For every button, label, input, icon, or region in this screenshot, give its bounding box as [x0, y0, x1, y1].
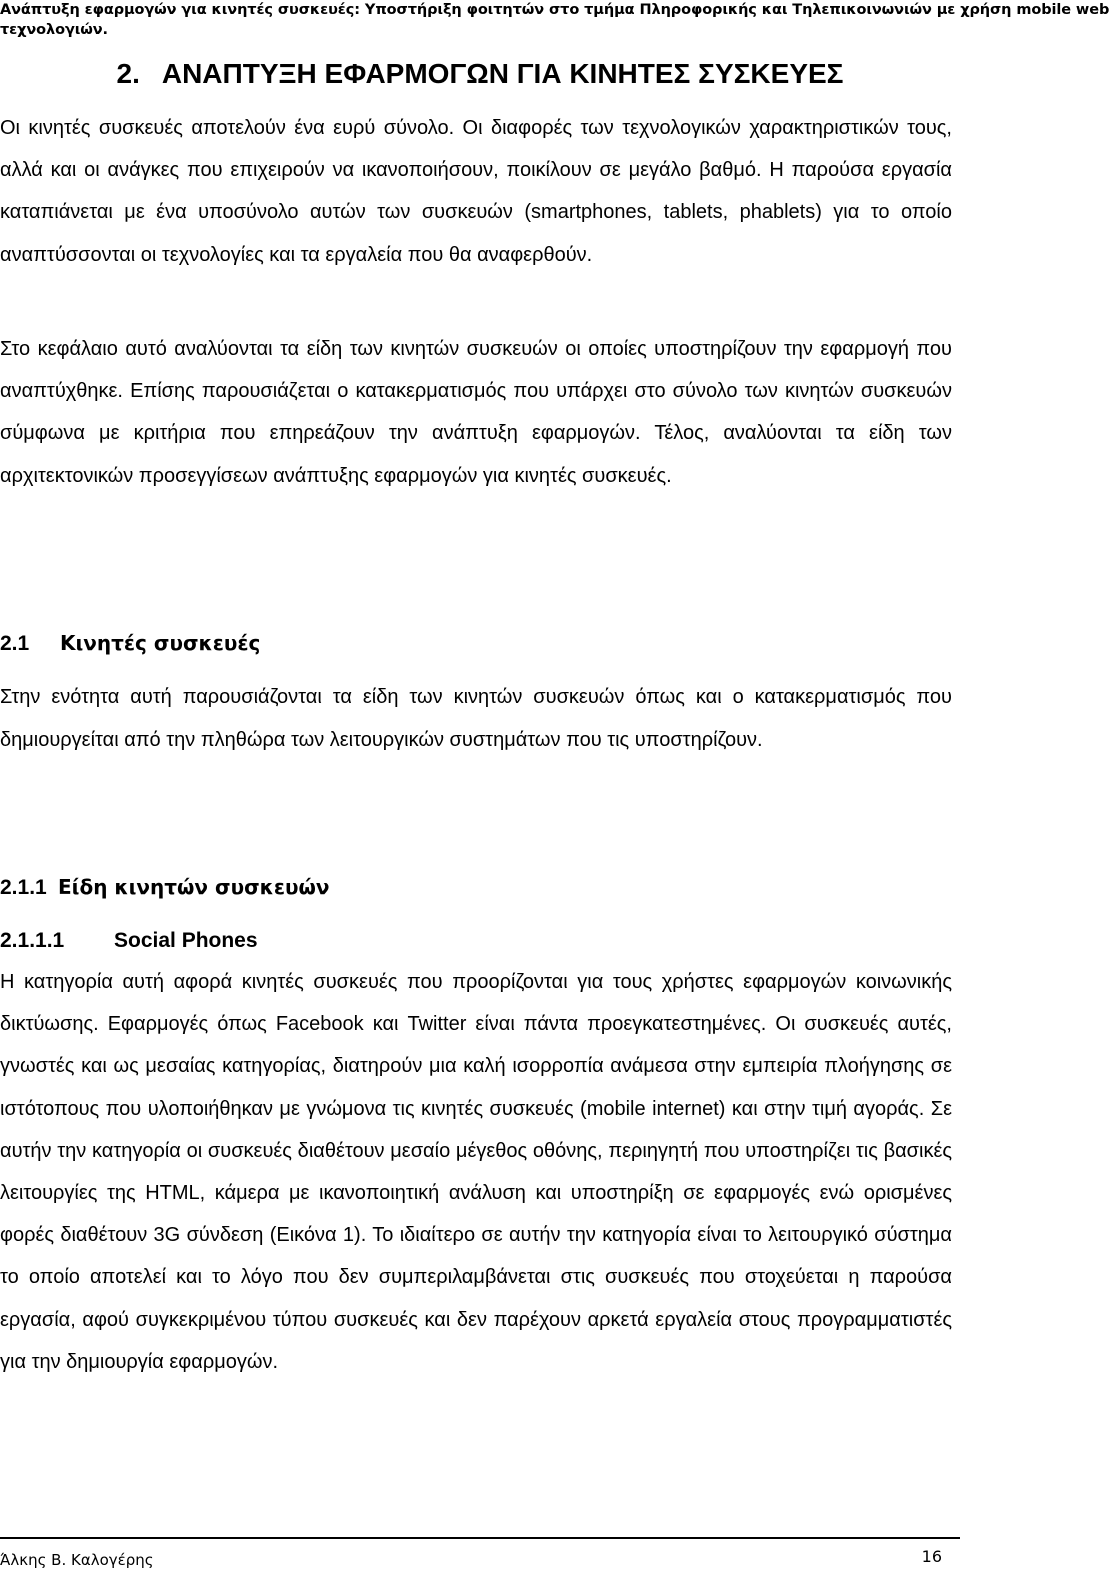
page-footer [0, 1537, 960, 1569]
section-heading-2-1-1 [0, 872, 330, 903]
social-phones-paragraph: Η κατηγορία αυτή αφορά κινητές συσκευές που προορίζονται για τους χρήστες εφαρμογών κοινωνικής δικτύωσης. Εφαρμογές όπως Facebook και Twitter είναι πάντα προεγκατεστημένες. Οι συσκευές αυτές, γνωστές και ως μεσαίας κατηγορίας, διατηρούν μια καλή ισορροπία ανάμεσα στην εμπειρία πλοήγησης σε ιστότοπους που υλοποιήθηκαν με γνώμονα τις κινητές συσκευές (mobile internet) και στην τιμή αγοράς. Σε αυτήν την κατηγορία οι συσκευές διαθέτουν μεσαίο μέγεθος οθόνης, περιηγητή που υποστηρίζει τις βασικές λειτουργίες της HTML, κάμερα με ικανοποιητική ανάλυση και υποστηρίξη σε εφαρμογές ενώ ορισμένες φορές διαθέτουν 3G σύνδεση (Εικόνα 1). Το ιδιαίτερο σε αυτήν την κατηγορία είναι το λειτουργικό σύστημα το οποίο αποτελεί και το λόγο που δεν συμπεριλαμβάνεται στις συσκευές που στοχεύεται η παρούσα εργασία, αφού συγκεκριμένου τύπου συσκευές και δεν παρέχουν αρκετά εργαλεία στους προγραμματιστές για την δημιουργία εφαρμογών. [0, 971, 952, 1373]
section-heading-2-1-1-1 [0, 926, 258, 956]
intro-paragraph-2: Στο κεφάλαιο αυτό αναλύονται τα είδη των κινητών συσκευών οι οποίες υποστηρίζουν την εφαρμογή που αναπτύχθηκε. Επίσης παρουσιάζεται ο κατακερματισμός που υπάρχει στο σύνολο των κινητών συσκευών σύμφωνα με κριτήρια που επηρεάζουν την ανάπτυξη εφαρμογών. Τέλος, αναλύονται τα είδη των αρχιτεκτονικών προσεγγίσεων ανάπτυξης εφαρμογών για κινητές συσκευές. [0, 338, 952, 487]
chapter-title-text: ΑΝΑΠΤΥΞΗ ΕΦΑΡΜΟΓΩΝ ΓΙΑ ΚΙΝΗΤΕΣ ΣΥΣΚΕΥΕΣ [161, 58, 844, 89]
section-number: 2.1.1 [0, 876, 47, 899]
page-number: 16 [921, 1547, 942, 1566]
section-number: 2.1.1.1 [0, 929, 65, 952]
intro-paragraph-1: Οι κινητές συσκευές αποτελούν ένα ευρύ σύνολο. Οι διαφορές των τεχνολογικών χαρακτηριστικών τους, αλλά και οι ανάγκες που επιχειρούν να ικανοποιήσουν, ποικίλουν σε μεγάλο βαθμό. Η παρούσα εργασία καταπιάνεται με ένα υποσύνολο αυτών των συσκευών (smartphones, tablets, phablets) για το οποίο αναπτύσσονται οι τεχνολογίες και τα εργαλεία που θα αναφερθούν. [0, 117, 952, 266]
footer-author: Άλκης Β. Καλογέρης [0, 1551, 154, 1569]
section-number: 2.1 [0, 632, 30, 655]
section-title: Κινητές συσκευές [60, 631, 261, 655]
running-header [0, 0, 1109, 40]
chapter-number: 2. [116, 58, 140, 89]
running-header-line-2: τεχνολογιών. [0, 22, 108, 38]
running-header-line-1: Ανάπτυξη εφαρμογών για κινητές συσκευές: Υποστήριξη φοιτητών στο τμήμα Πληροφορικής και Τηλεπικοινωνιών με χρήση mobile web [0, 2, 1109, 18]
section-title: Social Phones [114, 929, 258, 952]
section-2-1-paragraph: Στην ενότητα αυτή παρουσιάζονται τα είδη των κινητών συσκευών όπως και ο κατακερματισμός που δημιουργείται από την πληθώρα των λειτουργικών συστημάτων που τις υποστηρίζουν. [0, 686, 952, 751]
section-title: Είδη κινητών συσκευών [58, 875, 330, 899]
section-heading-2-1 [0, 628, 260, 659]
chapter-title [0, 56, 960, 92]
